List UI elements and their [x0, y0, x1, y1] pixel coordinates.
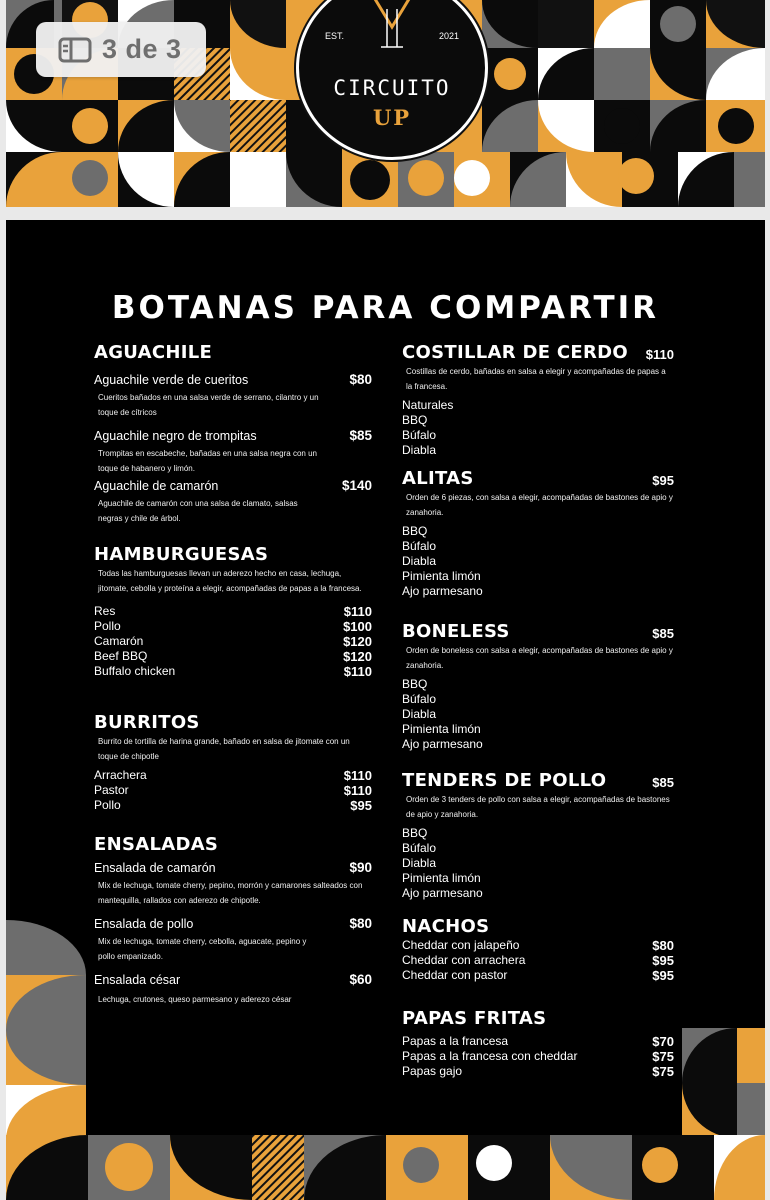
- item-price: $110: [343, 604, 372, 619]
- section-papas-fritas: [402, 1008, 674, 1079]
- section-price: $85: [652, 626, 674, 641]
- item-price: $75: [652, 1064, 674, 1079]
- section-ensaladas: [94, 834, 372, 1007]
- decorative-pattern-right: [682, 1028, 765, 1138]
- section-nachos: [402, 916, 674, 983]
- menu-item: [94, 768, 372, 783]
- section-boneless: [402, 621, 674, 752]
- item-price: $75: [652, 1049, 674, 1064]
- option-item: BBQ: [402, 524, 428, 538]
- cocktail-glass-icon: [367, 0, 417, 51]
- item-description: Mix de lechuga, tomate cherry, cebolla, aguacate, pepino y pollo empanizado.: [98, 937, 307, 961]
- item-price: $70: [652, 1034, 674, 1049]
- item-price: $85: [349, 428, 372, 443]
- option-item: Búfalo: [402, 692, 437, 706]
- section-title: COSTILLAR DE CERDO: [402, 342, 628, 363]
- menu-item: [94, 649, 372, 664]
- menu-item: [94, 426, 372, 446]
- menu-item: [94, 619, 372, 634]
- item-name: Pollo: [94, 798, 121, 812]
- item-price: $100: [343, 619, 372, 634]
- item-name: Aguachile negro de trompitas: [94, 429, 257, 443]
- option-item: BBQ: [402, 413, 428, 427]
- item-price: $120: [343, 649, 372, 664]
- section-costillar: [402, 342, 674, 458]
- option-item: Ajo parmesano: [402, 886, 483, 900]
- option-item: Diabla: [402, 707, 437, 721]
- section-aguachile: [94, 342, 372, 526]
- section-description: Orden de 6 piezas, con salsa a elegir, acompañadas de bastones de apio y zanahoria.: [406, 493, 673, 517]
- menu-item: [402, 1064, 674, 1079]
- item-name: Aguachile verde de cueritos: [94, 373, 249, 387]
- menu-item: [94, 783, 372, 798]
- item-name: Cheddar con pastor: [402, 968, 508, 982]
- section-title: PAPAS FRITAS: [402, 1008, 547, 1029]
- option-item: Naturales: [402, 398, 454, 412]
- item-name: Camarón: [94, 634, 144, 648]
- item-price: $95: [652, 968, 674, 983]
- section-burritos: [94, 712, 372, 813]
- section-alitas: [402, 468, 674, 599]
- option-item: Búfalo: [402, 841, 437, 855]
- item-name: Pollo: [94, 619, 121, 633]
- menu-item: [94, 858, 372, 878]
- option-item: Pimienta limón: [402, 871, 481, 885]
- item-description: Mix de lechuga, tomate cherry, pepino, morrón y camarones salteados con mantequilla, rallados con aderezo de chipotle.: [98, 881, 363, 905]
- section-description: Orden de 3 tenders de pollo con salsa a elegir, acompañadas de bastones de apio y zanahoria.: [406, 795, 670, 819]
- menu-item: [94, 664, 372, 679]
- logo-year: 2021: [438, 31, 459, 41]
- menu-item: [94, 604, 372, 619]
- page-indicator[interactable]: [36, 22, 206, 77]
- item-description: Lechuga, crutones, queso parmesano y aderezo césar: [98, 995, 292, 1004]
- item-name: Buffalo chicken: [94, 664, 176, 678]
- option-item: BBQ: [402, 826, 428, 840]
- logo-name: CIRCUITO: [333, 76, 451, 100]
- section-description: Costillas de cerdo, bañadas en salsa a elegir y acompañadas de papas a la francesa.: [406, 367, 666, 391]
- menu-item: [94, 970, 372, 990]
- option-item: Búfalo: [402, 428, 437, 442]
- option-item: Diabla: [402, 443, 437, 457]
- section-title: ALITAS: [402, 468, 474, 489]
- item-description: Aguachile de camarón con una salsa de clamato, salsas negras y chile de árbol.: [98, 499, 298, 523]
- option-item: Diabla: [402, 856, 437, 870]
- item-price: $95: [652, 953, 674, 968]
- option-item: Ajo parmesano: [402, 584, 483, 598]
- menu-item: [94, 798, 372, 813]
- item-price: $95: [350, 798, 372, 813]
- item-price: $90: [349, 860, 372, 875]
- menu-item: [94, 634, 372, 649]
- item-name: Res: [94, 604, 116, 618]
- option-item: BBQ: [402, 677, 428, 691]
- section-title: TENDERS DE POLLO: [402, 770, 607, 791]
- item-name: Ensalada césar: [94, 973, 181, 987]
- section-hamburguesas: [94, 544, 372, 679]
- item-description: Trompitas en escabeche, bañadas en una salsa negra con un toque de habanero y limón.: [98, 449, 317, 473]
- item-name: Ensalada de camarón: [94, 861, 216, 875]
- section-title: HAMBURGUESAS: [94, 544, 269, 565]
- menu-item: [402, 968, 674, 983]
- item-description: Cueritos bañados en una salsa verde de serrano, cilantro y un toque de cítricos: [98, 393, 319, 417]
- decorative-pattern-bottom: [6, 1135, 765, 1200]
- option-item: Pimienta limón: [402, 569, 481, 583]
- item-name: Ensalada de pollo: [94, 917, 194, 931]
- section-price: $85: [652, 775, 674, 790]
- page-indicator-text: 3 de 3: [102, 34, 182, 64]
- item-price: $80: [652, 938, 674, 953]
- option-item: Búfalo: [402, 539, 437, 553]
- option-item: Pimienta limón: [402, 722, 481, 736]
- menu-card: [6, 220, 765, 1200]
- logo-est: EST.: [325, 31, 345, 41]
- item-name: Aguachile de camarón: [94, 479, 219, 493]
- item-name: Papas gajo: [402, 1064, 463, 1078]
- section-title: BURRITOS: [94, 712, 200, 733]
- section-title: ENSALADAS: [94, 834, 219, 855]
- item-name: Pastor: [94, 783, 129, 797]
- option-item: Ajo parmesano: [402, 737, 483, 751]
- menu-item: [94, 370, 372, 390]
- menu-item: [402, 1034, 674, 1049]
- decorative-pattern-left: [6, 920, 96, 1140]
- menu-item: [94, 914, 372, 934]
- section-description: Todas las hamburguesas llevan un aderezo hecho en casa, lechuga, jitomate, cebolla y proteína a elegir, acompañadas de papas a la francesa.: [98, 569, 362, 593]
- item-price: $110: [343, 664, 372, 679]
- section-title: BONELESS: [402, 621, 510, 642]
- section-description: Orden de boneless con salsa a elegir, acompañadas de bastones de apio y zanahoria.: [406, 646, 673, 670]
- item-price: $140: [341, 478, 372, 493]
- section-title: NACHOS: [402, 916, 490, 937]
- item-name: Arrachera: [94, 768, 147, 782]
- item-name: Papas a la francesa: [402, 1034, 509, 1048]
- item-name: Cheddar con jalapeño: [402, 938, 520, 952]
- section-title: AGUACHILE: [94, 342, 213, 363]
- menu-item: [94, 476, 372, 496]
- item-name: Beef BBQ: [94, 649, 148, 663]
- logo-sub: UP: [372, 105, 412, 130]
- option-item: Diabla: [402, 554, 437, 568]
- item-price: $120: [343, 634, 372, 649]
- menu-title: BOTANAS PARA COMPARTIR: [111, 290, 660, 326]
- item-price: $110: [343, 783, 372, 798]
- menu-item: [402, 938, 674, 953]
- section-price: $110: [645, 347, 674, 362]
- section-description: Burrito de tortilla de harina grande, bañado en salsa de jitomate con un toque de chipotle: [98, 737, 350, 761]
- item-price: $80: [349, 916, 372, 931]
- menu-item: [402, 953, 674, 968]
- item-price: $110: [343, 768, 372, 783]
- item-name: Cheddar con arrachera: [402, 953, 526, 967]
- section-tenders: [402, 770, 674, 901]
- pages-icon: [58, 37, 92, 63]
- item-price: $60: [349, 972, 372, 987]
- item-name: Papas a la francesa con cheddar: [402, 1049, 578, 1063]
- item-price: $80: [349, 372, 372, 387]
- menu-item: [402, 1049, 674, 1064]
- section-price: $95: [652, 473, 674, 488]
